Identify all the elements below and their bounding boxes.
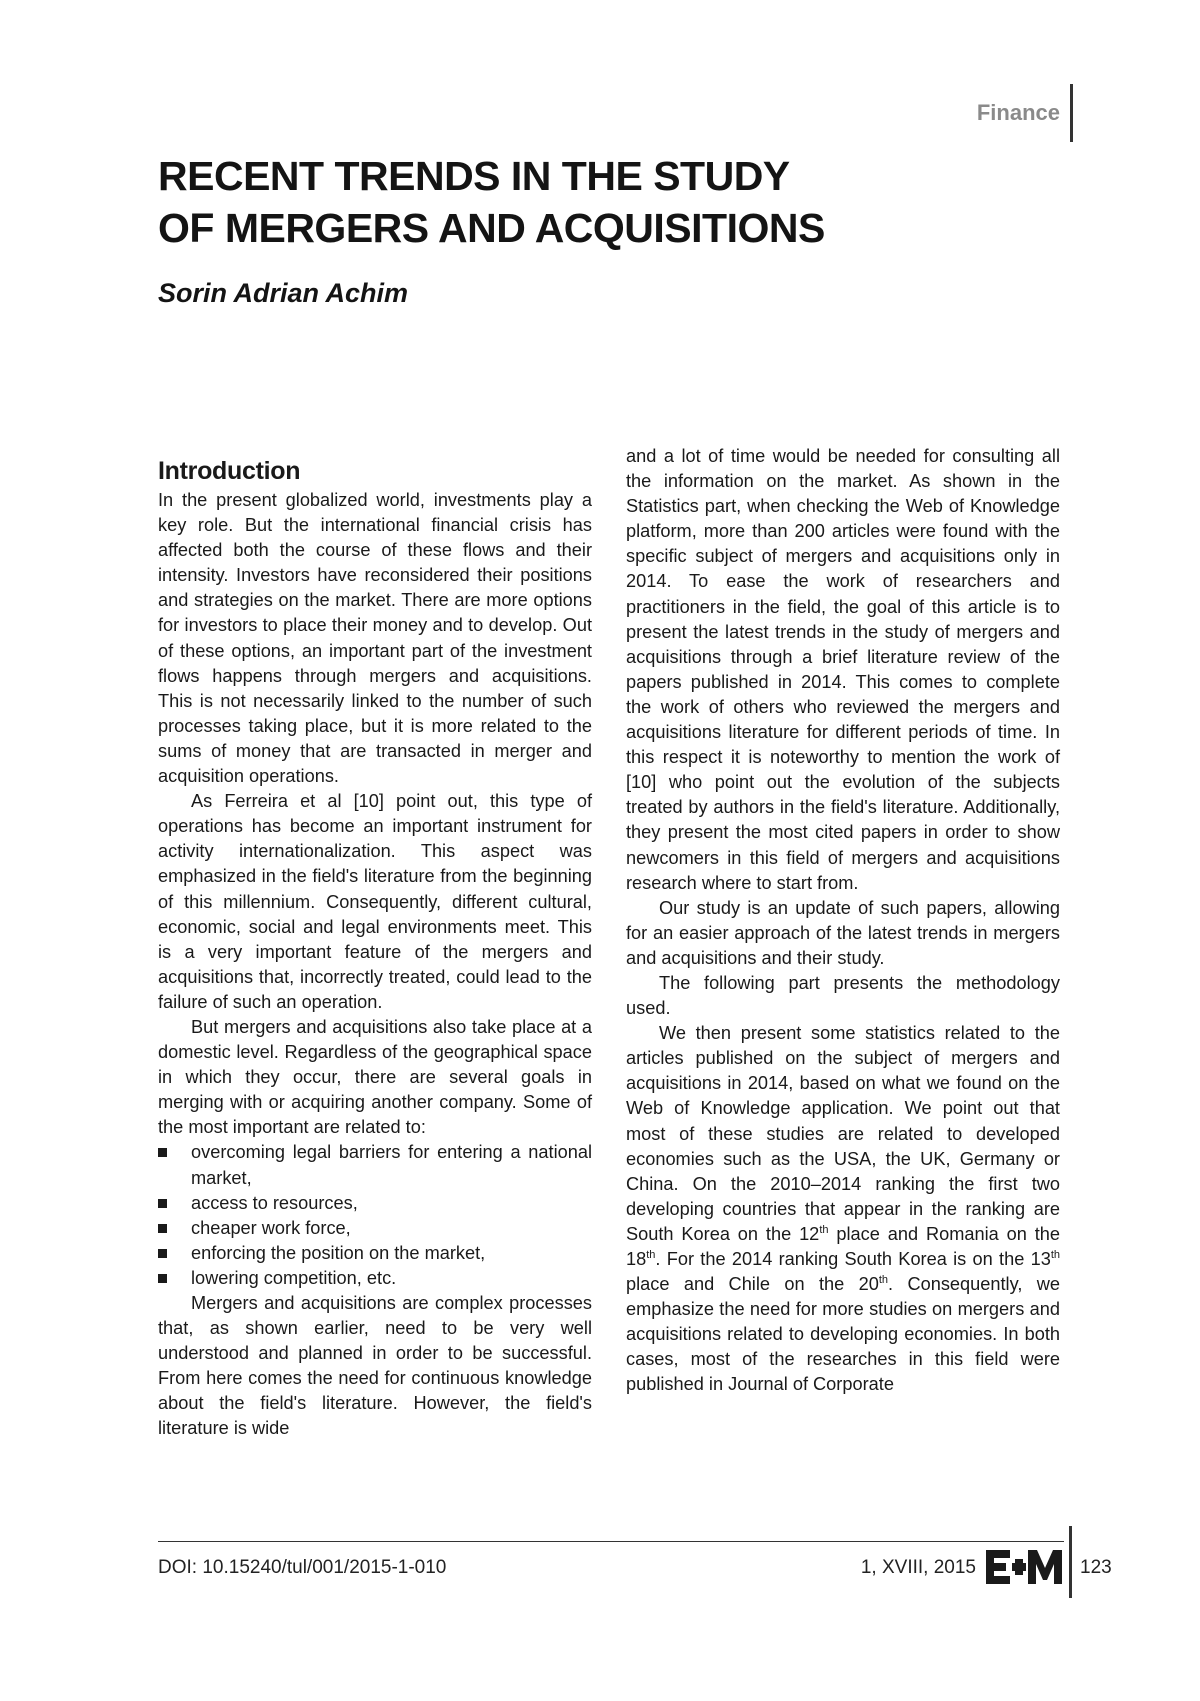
square-bullet-icon xyxy=(158,1249,167,1258)
section-label: Finance xyxy=(976,100,1060,125)
footer-vertical-rule xyxy=(1069,1526,1072,1598)
square-bullet-icon xyxy=(158,1199,167,1208)
paragraph: But mergers and acquisitions also take place at a domestic level. Regardless of the geographical space in which they occur, there are several goals in merging with or acquiring another company. Some of the most important are related to: xyxy=(158,1016,592,1138)
title-line-1: RECENT TRENDS IN THE STUDY xyxy=(158,153,790,199)
right-column xyxy=(626,446,1060,1398)
page-number: 123 xyxy=(1080,1557,1112,1578)
square-bullet-icon xyxy=(158,1224,167,1233)
doi-label: DOI: 10.15240/tul/001/2015-1-010 xyxy=(158,1557,447,1578)
list-item: cheaper work force, xyxy=(158,1216,592,1241)
goals-list xyxy=(158,1140,592,1291)
issue-label: 1, XVIII, 2015 xyxy=(860,1557,976,1578)
header-vertical-rule xyxy=(1070,84,1073,142)
list-item: overcoming legal barriers for entering a national market, xyxy=(158,1140,592,1190)
list-item: access to resources, xyxy=(158,1191,592,1216)
journal-logo-icon xyxy=(986,1548,1062,1586)
paragraph: Our study is an update of such papers, allowing for an easier approach of the latest trends in mergers and acquisitions and their study. xyxy=(626,897,1060,968)
paragraph: We then present some statistics related to the articles published on the subject of mergers and acquisitions in 2014, based on what we found on the Web of Knowledge application. We point out that most of these studies are related to developed economies such as the USA, the UK, Germany or China. On the 2010–2014 ranking the first two developing countries that appear in the ranking are South Korea on the 12th place and Romania on the 18th. For the 2014 ranking South Korea is on the 13th place and Chile on the 20th. Consequently, we emphasize the need for more studies on mergers and acquisitions related to developing economies. In both cases, most of the researches in this field were published in Journal of Corporate xyxy=(626,1023,1060,1395)
square-bullet-icon xyxy=(158,1148,167,1157)
paragraph: In the present globalized world, investments play a key role. But the international financial crisis has affected both the course of these flows and their intensity. Investors have reconsidered their positions and strategies on the market. There are more options for investors to place their money and to develop. Out of these options, an important part of the investment flows happens through mergers and acquisitions. This is not necessarily linked to the number of such processes taking place, but it is more related to the sums of money that are transacted in merger and acquisition operations. xyxy=(158,490,592,787)
left-column xyxy=(158,456,592,1442)
footer-rule xyxy=(158,1541,1064,1542)
author-name: Sorin Adrian Achim xyxy=(158,278,409,308)
paragraph: and a lot of time would be needed for consulting all the information on the market. As shown in the Statistics part, when checking the Web of Knowledge platform, more than 200 articles were found with the specific subject of mergers and acquisitions only in 2014. To ease the work of researchers and practitioners in the field, the goal of this article is to present the latest trends in the study of mergers and acquisitions through a brief literature review of the papers published in 2014. This comes to complete the work of others who reviewed the mergers and acquisitions literature for different periods of time. In this respect it is noteworthy to mention the work of [10] who point out the evolution of the subjects treated by authors in the field's literature. Additionally, they present the most cited papers in order to show newcomers in this field of mergers and acquisitions research where to start from. xyxy=(626,446,1060,893)
section-heading-introduction: Introduction xyxy=(158,457,301,485)
square-bullet-icon xyxy=(158,1274,167,1283)
paragraph: As Ferreira et al [10] point out, this type of operations has become an important instrument for activity internationalization. This aspect was emphasized in the field's literature from the beginning of this millennium. Consequently, different cultural, economic, social and legal environments meet. This is a very important feature of the mergers and acquisitions that, incorrectly treated, could lead to the failure of such an operation. xyxy=(158,791,592,1012)
article-title xyxy=(158,150,1058,254)
list-item: lowering competition, etc. xyxy=(158,1266,592,1291)
list-item: enforcing the position on the market, xyxy=(158,1241,592,1266)
paragraph: Mergers and acquisitions are complex processes that, as shown earlier, need to be very well understood and planned in order to be successful. From here comes the need for continuous knowledge about the field's literature. However, the field's literature is wide xyxy=(158,1293,592,1439)
paragraph: The following part presents the methodology used. xyxy=(626,972,1060,1019)
title-line-2: OF MERGERS AND ACQUISITIONS xyxy=(158,205,825,251)
